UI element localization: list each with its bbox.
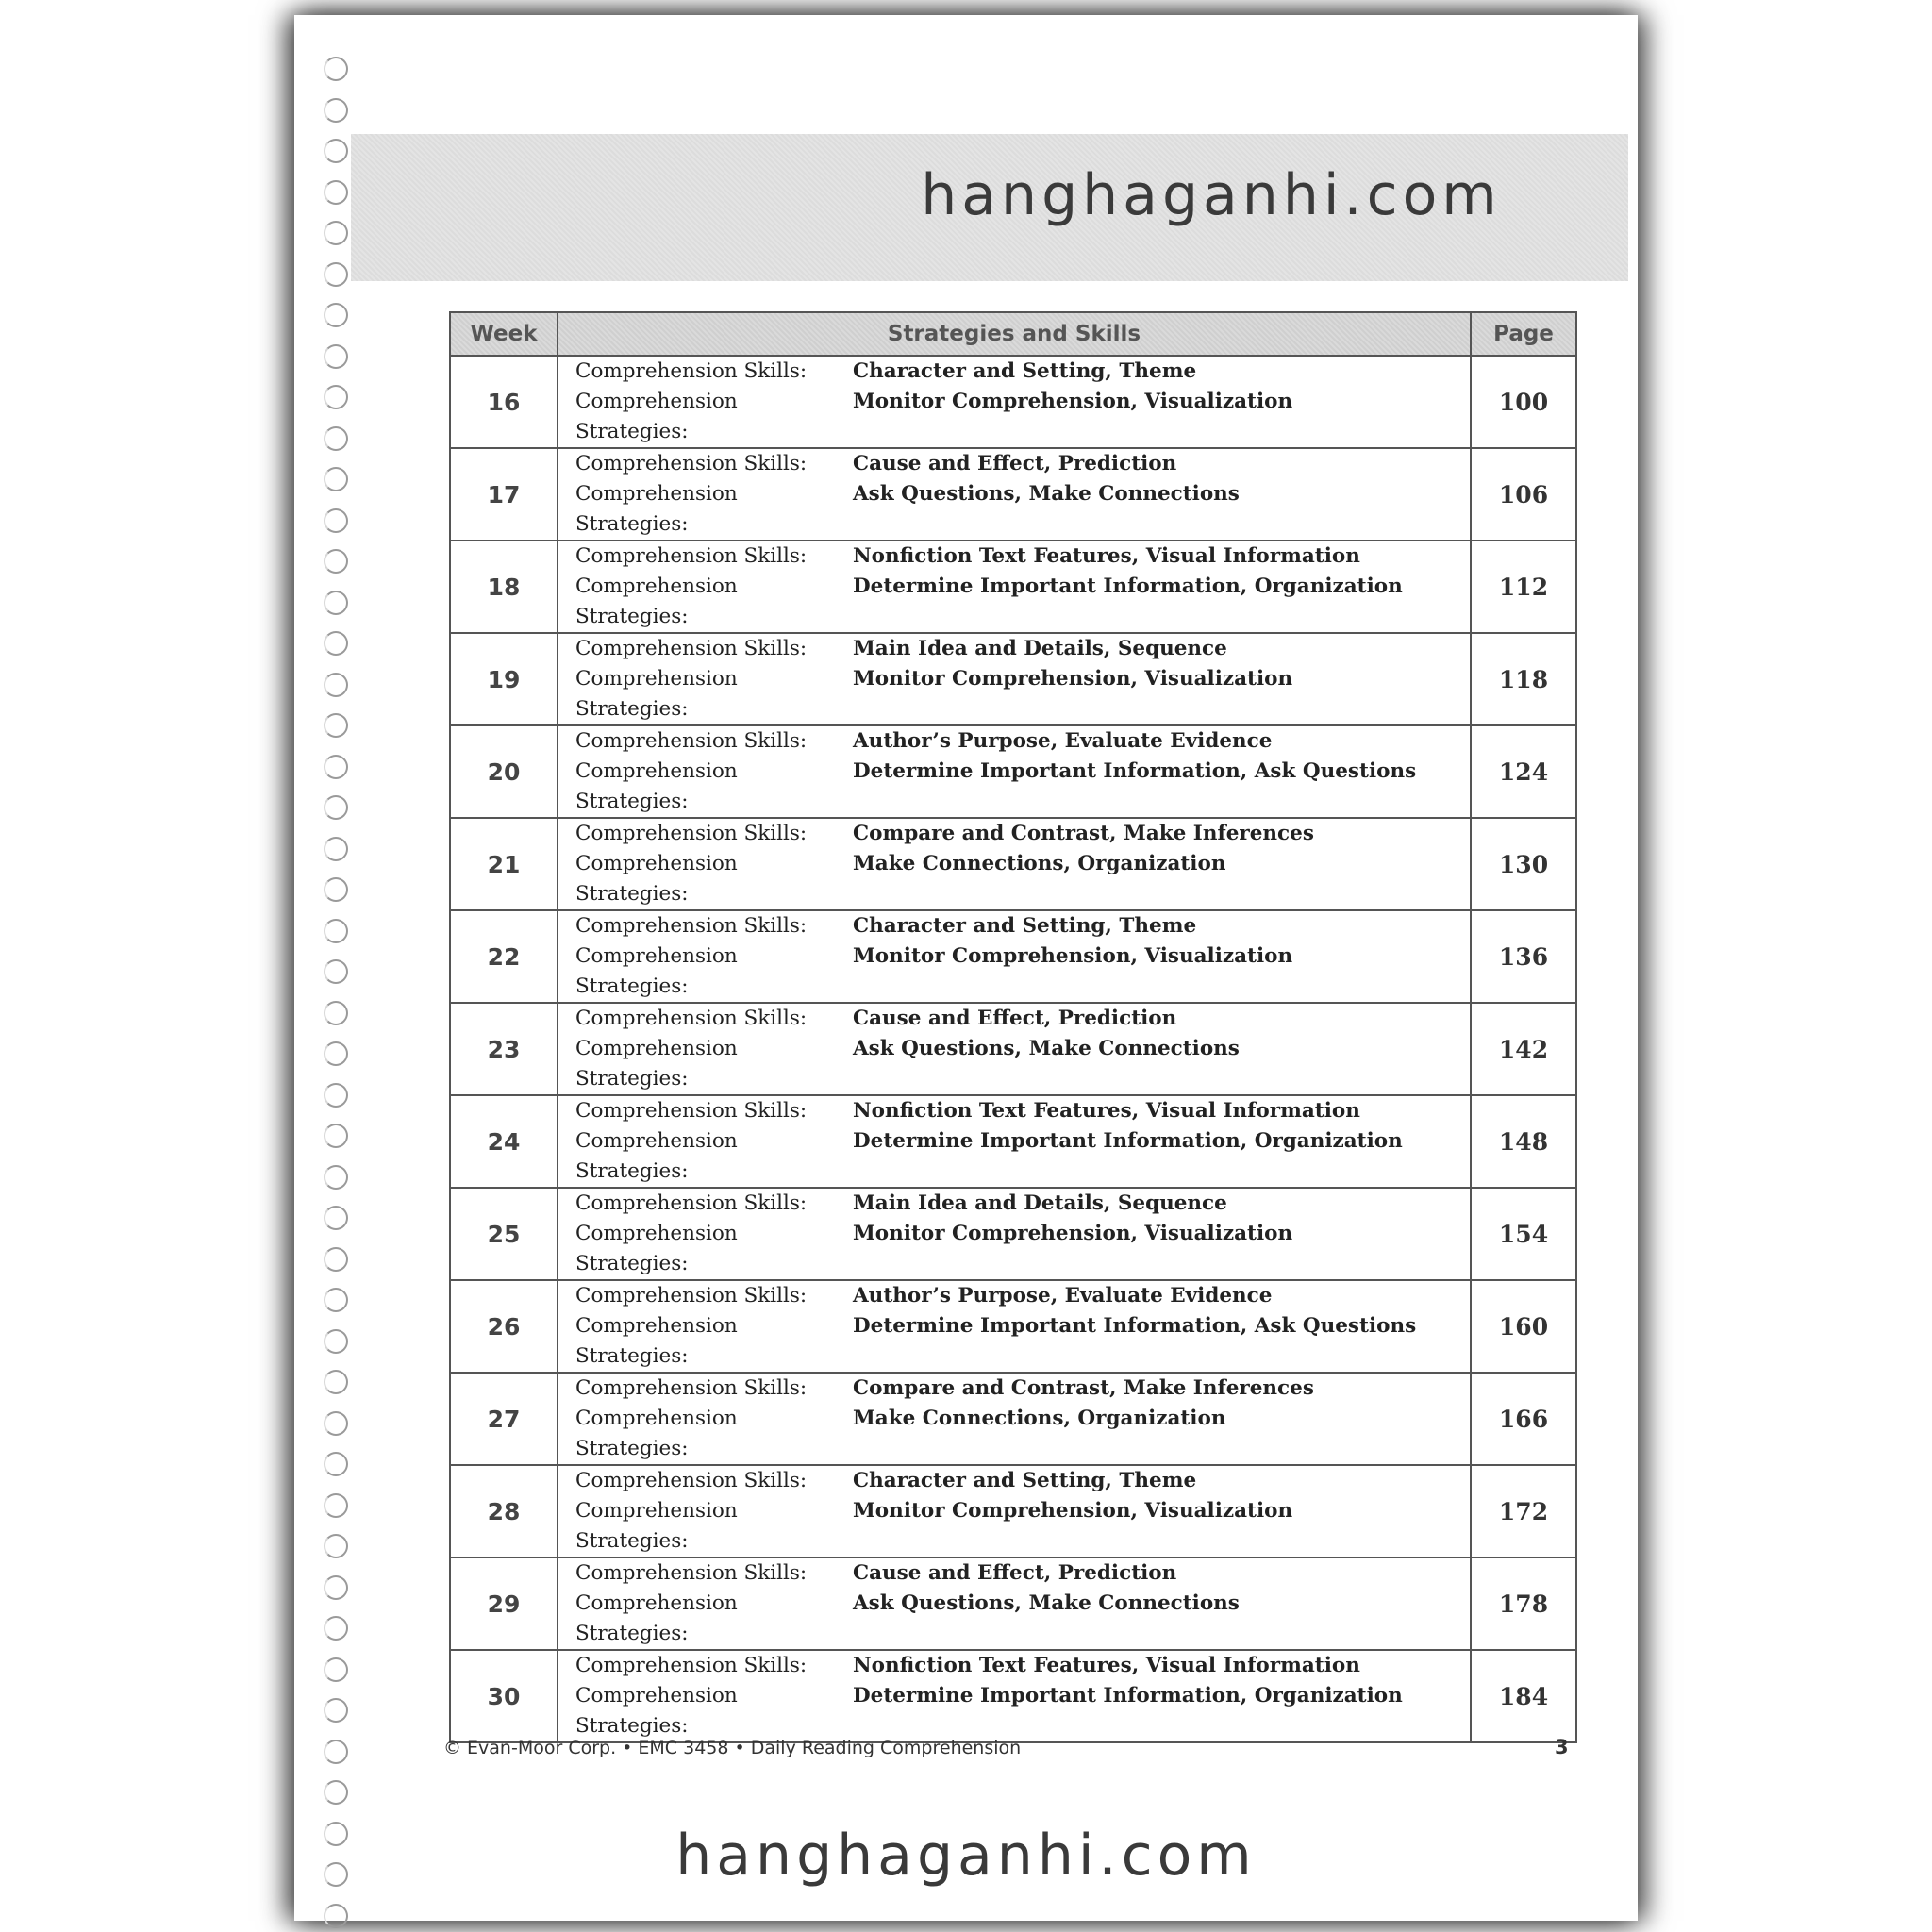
strategies-value: Ask Questions, Make Connections	[853, 1591, 1240, 1615]
strategies-value: Monitor Comprehension, Visualization	[853, 944, 1293, 968]
skills-cell	[558, 910, 1471, 1003]
page-number: 106	[1471, 448, 1576, 541]
skills-value: Cause and Effect, Prediction	[853, 1561, 1177, 1585]
strategies-label: Comprehension Strategies:	[575, 1129, 738, 1183]
table-row	[450, 1003, 1576, 1095]
page-number: 148	[1471, 1095, 1576, 1188]
strategies-line	[575, 849, 1470, 909]
skills-line	[575, 726, 1470, 757]
strategies-value: Determine Important Information, Organization	[853, 1129, 1403, 1153]
skills-value: Cause and Effect, Prediction	[853, 452, 1177, 475]
spiral-ring	[324, 795, 348, 820]
page-number: 184	[1471, 1650, 1576, 1742]
table-row	[450, 633, 1576, 725]
skills-line	[575, 1374, 1470, 1404]
strategies-value: Ask Questions, Make Connections	[853, 482, 1240, 506]
page-number: 172	[1471, 1465, 1576, 1557]
strategies-label: Comprehension Strategies:	[575, 667, 738, 721]
skills-value: Author’s Purpose, Evaluate Evidence	[853, 729, 1273, 753]
spiral-ring	[324, 1698, 348, 1723]
table-row	[450, 1095, 1576, 1188]
week-number: 21	[450, 818, 558, 910]
strategies-value: Monitor Comprehension, Visualization	[853, 390, 1293, 413]
week-number: 23	[450, 1003, 558, 1095]
table-row	[450, 910, 1576, 1003]
strategies-line	[575, 1589, 1470, 1649]
week-number: 27	[450, 1373, 558, 1465]
strategies-line	[575, 757, 1470, 817]
strategies-value: Determine Important Information, Ask Questions	[853, 1314, 1417, 1338]
table-row	[450, 1373, 1576, 1465]
week-number: 24	[450, 1095, 558, 1188]
spiral-ring	[324, 1288, 348, 1312]
skills-label: Comprehension Skills:	[575, 359, 808, 383]
strategies-value: Determine Important Information, Ask Questions	[853, 759, 1417, 783]
week-number: 25	[450, 1188, 558, 1280]
spiral-ring	[324, 1740, 348, 1764]
strategies-value: Make Connections, Organization	[853, 852, 1226, 875]
skills-cell	[558, 725, 1471, 818]
strategies-label: Comprehension Strategies:	[575, 1591, 738, 1645]
skills-label: Comprehension Skills:	[575, 1284, 808, 1307]
skills-label: Comprehension Skills:	[575, 1007, 808, 1030]
strategies-line	[575, 1034, 1470, 1094]
skills-value: Nonfiction Text Features, Visual Information	[853, 1654, 1360, 1677]
spiral-ring	[324, 1411, 348, 1436]
skills-line	[575, 819, 1470, 849]
strategies-label: Comprehension Strategies:	[575, 1037, 738, 1091]
strategies-line	[575, 1404, 1470, 1464]
skills-label: Comprehension Skills:	[575, 729, 808, 753]
spiral-ring	[324, 1001, 348, 1025]
skills-label: Comprehension Skills:	[575, 822, 808, 845]
strategies-label: Comprehension Strategies:	[575, 1684, 738, 1738]
strategies-line	[575, 1126, 1470, 1187]
spiral-ring	[324, 344, 348, 369]
strategies-value: Determine Important Information, Organization	[853, 1684, 1403, 1707]
spiral-ring	[324, 426, 348, 451]
skills-header: Strategies and Skills	[558, 312, 1471, 356]
strategies-line	[575, 1681, 1470, 1741]
spiral-ring	[324, 508, 348, 533]
skills-value: Compare and Contrast, Make Inferences	[853, 822, 1314, 845]
table-row	[450, 1465, 1576, 1557]
table-row	[450, 1188, 1576, 1280]
skills-label: Comprehension Skills:	[575, 1654, 808, 1677]
spiral-ring	[324, 1247, 348, 1272]
spiral-ring	[324, 1493, 348, 1518]
strategies-label: Comprehension Strategies:	[575, 944, 738, 998]
spiral-ring	[324, 755, 348, 779]
strategies-label: Comprehension Strategies:	[575, 1314, 738, 1368]
skills-value: Character and Setting, Theme	[853, 914, 1197, 938]
spiral-ring	[324, 139, 348, 163]
strategies-line	[575, 1311, 1470, 1372]
strategies-line	[575, 664, 1470, 724]
spiral-ring	[324, 1657, 348, 1682]
skills-value: Main Idea and Details, Sequence	[853, 1191, 1227, 1215]
spiral-ring	[324, 1124, 348, 1148]
week-number: 30	[450, 1650, 558, 1742]
week-number: 16	[450, 356, 558, 448]
skills-value: Character and Setting, Theme	[853, 1469, 1197, 1492]
skills-line	[575, 541, 1470, 572]
skills-line	[575, 1558, 1470, 1589]
week-number: 22	[450, 910, 558, 1003]
week-header: Week	[450, 312, 558, 356]
strategies-value: Ask Questions, Make Connections	[853, 1037, 1240, 1060]
strategies-label: Comprehension Strategies:	[575, 390, 738, 443]
week-number: 26	[450, 1280, 558, 1373]
table-header-row	[450, 312, 1576, 356]
strategies-value: Make Connections, Organization	[853, 1407, 1226, 1430]
skills-line	[575, 1096, 1470, 1126]
strategies-line	[575, 1219, 1470, 1279]
skills-label: Comprehension Skills:	[575, 1191, 808, 1215]
skills-cell	[558, 1188, 1471, 1280]
skills-cell	[558, 1557, 1471, 1650]
skills-value: Character and Setting, Theme	[853, 359, 1197, 383]
spiral-ring	[324, 713, 348, 738]
page-header: Page	[1471, 312, 1576, 356]
page-number: 154	[1471, 1188, 1576, 1280]
spiral-ring	[324, 1904, 348, 1928]
strategies-label: Comprehension Strategies:	[575, 482, 738, 536]
contents-table-body	[450, 356, 1576, 1742]
table-row	[450, 1280, 1576, 1373]
watermark-bottom: hanghaganhi.com	[675, 1823, 1257, 1889]
spiral-ring	[324, 98, 348, 123]
skills-value: Main Idea and Details, Sequence	[853, 637, 1227, 660]
spiral-ring	[324, 549, 348, 574]
skills-line	[575, 449, 1470, 479]
page-number: 118	[1471, 633, 1576, 725]
watermark-top: hanghaganhi.com	[921, 162, 1502, 228]
page-number: 166	[1471, 1373, 1576, 1465]
skills-cell	[558, 541, 1471, 633]
spiral-ring	[324, 1206, 348, 1230]
skills-line	[575, 634, 1470, 664]
spiral-ring	[324, 1616, 348, 1641]
skills-cell	[558, 1280, 1471, 1373]
table-row	[450, 356, 1576, 448]
footer-copyright: © Evan-Moor Corp. • EMC 3458 • Daily Reading Comprehension	[443, 1738, 1022, 1758]
spiral-ring	[324, 303, 348, 327]
spiral-ring	[324, 57, 348, 81]
spiral-ring	[324, 1534, 348, 1558]
strategies-value: Monitor Comprehension, Visualization	[853, 667, 1293, 691]
spiral-ring	[324, 1041, 348, 1066]
skills-cell	[558, 356, 1471, 448]
spiral-ring	[324, 1165, 348, 1190]
spiral-ring	[324, 1370, 348, 1394]
skills-label: Comprehension Skills:	[575, 452, 808, 475]
skills-value: Cause and Effect, Prediction	[853, 1007, 1177, 1030]
strategies-line	[575, 572, 1470, 632]
footer-page-number: 3	[1555, 1736, 1569, 1758]
week-number: 19	[450, 633, 558, 725]
spiral-ring	[324, 1329, 348, 1354]
strategies-line	[575, 1496, 1470, 1557]
skills-line	[575, 1189, 1470, 1219]
spiral-ring	[324, 1575, 348, 1600]
strategies-label: Comprehension Strategies:	[575, 852, 738, 906]
spiral-ring	[324, 919, 348, 943]
strategies-label: Comprehension Strategies:	[575, 1407, 738, 1460]
strategies-line	[575, 941, 1470, 1002]
strategies-label: Comprehension Strategies:	[575, 575, 738, 628]
skills-line	[575, 357, 1470, 387]
spiral-ring	[324, 1452, 348, 1476]
spiral-ring	[324, 385, 348, 409]
contents-table	[449, 311, 1577, 1743]
spiral-ring	[324, 467, 348, 491]
skills-cell	[558, 633, 1471, 725]
page-number: 136	[1471, 910, 1576, 1003]
strategies-line	[575, 387, 1470, 447]
spiral-ring	[324, 837, 348, 861]
week-number: 18	[450, 541, 558, 633]
skills-value: Nonfiction Text Features, Visual Information	[853, 1099, 1360, 1123]
spiral-ring	[324, 262, 348, 287]
skills-cell	[558, 1650, 1471, 1742]
table-row	[450, 448, 1576, 541]
spiral-ring	[324, 1780, 348, 1805]
skills-label: Comprehension Skills:	[575, 1561, 808, 1585]
table-row	[450, 1650, 1576, 1742]
skills-cell	[558, 1003, 1471, 1095]
page-number: 130	[1471, 818, 1576, 910]
skills-label: Comprehension Skills:	[575, 544, 808, 568]
spiral-ring	[324, 591, 348, 615]
skills-cell	[558, 818, 1471, 910]
skills-label: Comprehension Skills:	[575, 1376, 808, 1400]
week-number: 17	[450, 448, 558, 541]
skills-line	[575, 911, 1470, 941]
skills-value: Author’s Purpose, Evaluate Evidence	[853, 1284, 1273, 1307]
page-number: 178	[1471, 1557, 1576, 1650]
skills-line	[575, 1004, 1470, 1034]
skills-cell	[558, 1373, 1471, 1465]
spiral-ring	[324, 877, 348, 902]
strategies-value: Monitor Comprehension, Visualization	[853, 1222, 1293, 1245]
page-number: 100	[1471, 356, 1576, 448]
skills-cell	[558, 1465, 1471, 1557]
strategies-label: Comprehension Strategies:	[575, 1499, 738, 1553]
page-number: 160	[1471, 1280, 1576, 1373]
week-number: 20	[450, 725, 558, 818]
skills-value: Nonfiction Text Features, Visual Information	[853, 544, 1360, 568]
strategies-value: Monitor Comprehension, Visualization	[853, 1499, 1293, 1523]
page-number: 112	[1471, 541, 1576, 633]
page-number: 142	[1471, 1003, 1576, 1095]
skills-cell	[558, 1095, 1471, 1188]
table-row	[450, 541, 1576, 633]
strategies-label: Comprehension Strategies:	[575, 1222, 738, 1275]
page-number: 124	[1471, 725, 1576, 818]
week-number: 29	[450, 1557, 558, 1650]
spiral-ring	[324, 673, 348, 697]
spiral-ring	[324, 631, 348, 656]
skills-line	[575, 1651, 1470, 1681]
table-row	[450, 1557, 1576, 1650]
skills-label: Comprehension Skills:	[575, 1469, 808, 1492]
table-row	[450, 818, 1576, 910]
spiral-ring	[324, 1083, 348, 1108]
skills-label: Comprehension Skills:	[575, 914, 808, 938]
skills-cell	[558, 448, 1471, 541]
spiral-binding	[324, 57, 352, 1924]
table-row	[450, 725, 1576, 818]
strategies-value: Determine Important Information, Organization	[853, 575, 1403, 598]
week-number: 28	[450, 1465, 558, 1557]
skills-value: Compare and Contrast, Make Inferences	[853, 1376, 1314, 1400]
skills-label: Comprehension Skills:	[575, 637, 808, 660]
strategies-line	[575, 479, 1470, 540]
skills-line	[575, 1466, 1470, 1496]
skills-label: Comprehension Skills:	[575, 1099, 808, 1123]
strategies-label: Comprehension Strategies:	[575, 759, 738, 813]
spiral-ring	[324, 959, 348, 984]
skills-line	[575, 1281, 1470, 1311]
